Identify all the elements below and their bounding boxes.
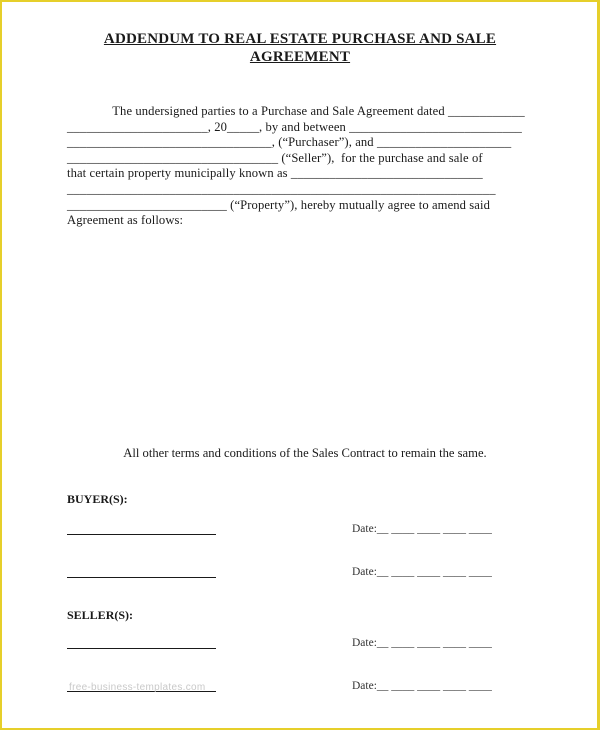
seller-date-2[interactable]: Date:__ ____ ____ ____ ____ bbox=[352, 680, 492, 692]
closing-statement: All other terms and conditions of the Sales Contract to remain the same. bbox=[123, 446, 487, 460]
body-line-5: that certain property municipally known as ______________________________ bbox=[67, 166, 483, 180]
body-line-1: The undersigned parties to a Purchase and Sale Agreement dated ____________ bbox=[67, 104, 525, 118]
watermark: free-business-templates.com bbox=[69, 682, 206, 693]
buyer-date-2[interactable]: Date:__ ____ ____ ____ ____ bbox=[352, 566, 492, 578]
seller-date-1[interactable]: Date:__ ____ ____ ____ ____ bbox=[352, 637, 492, 649]
seller-signature-line-1[interactable] bbox=[67, 648, 216, 649]
sellers-heading: SELLER(S): bbox=[67, 608, 134, 622]
body-line-8: Agreement as follows: bbox=[67, 213, 184, 227]
body-line-7: _________________________ (“Property”), hereby mutually agree to amend said bbox=[67, 198, 490, 212]
buyers-heading: BUYER(S): bbox=[67, 492, 128, 506]
body-line-4: _________________________________ (“Seller”), for the purchase and sale of bbox=[67, 151, 483, 165]
buyer-signature-line-1[interactable] bbox=[67, 534, 216, 535]
buyer-signature-line-2[interactable] bbox=[67, 577, 216, 578]
document-title: ADDENDUM TO REAL ESTATE PURCHASE AND SALE bbox=[103, 31, 497, 47]
body-line-3: ________________________________, (“Purchaser”), and _____________________ bbox=[67, 135, 512, 149]
buyer-date-1[interactable]: Date:__ ____ ____ ____ ____ bbox=[352, 523, 492, 535]
document-title-continued: AGREEMENT bbox=[249, 49, 351, 65]
body-line-6: ___________________________________________________________________ bbox=[67, 182, 496, 196]
body-line-2: ______________________, 20_____, by and between ___________________________ bbox=[67, 120, 522, 134]
